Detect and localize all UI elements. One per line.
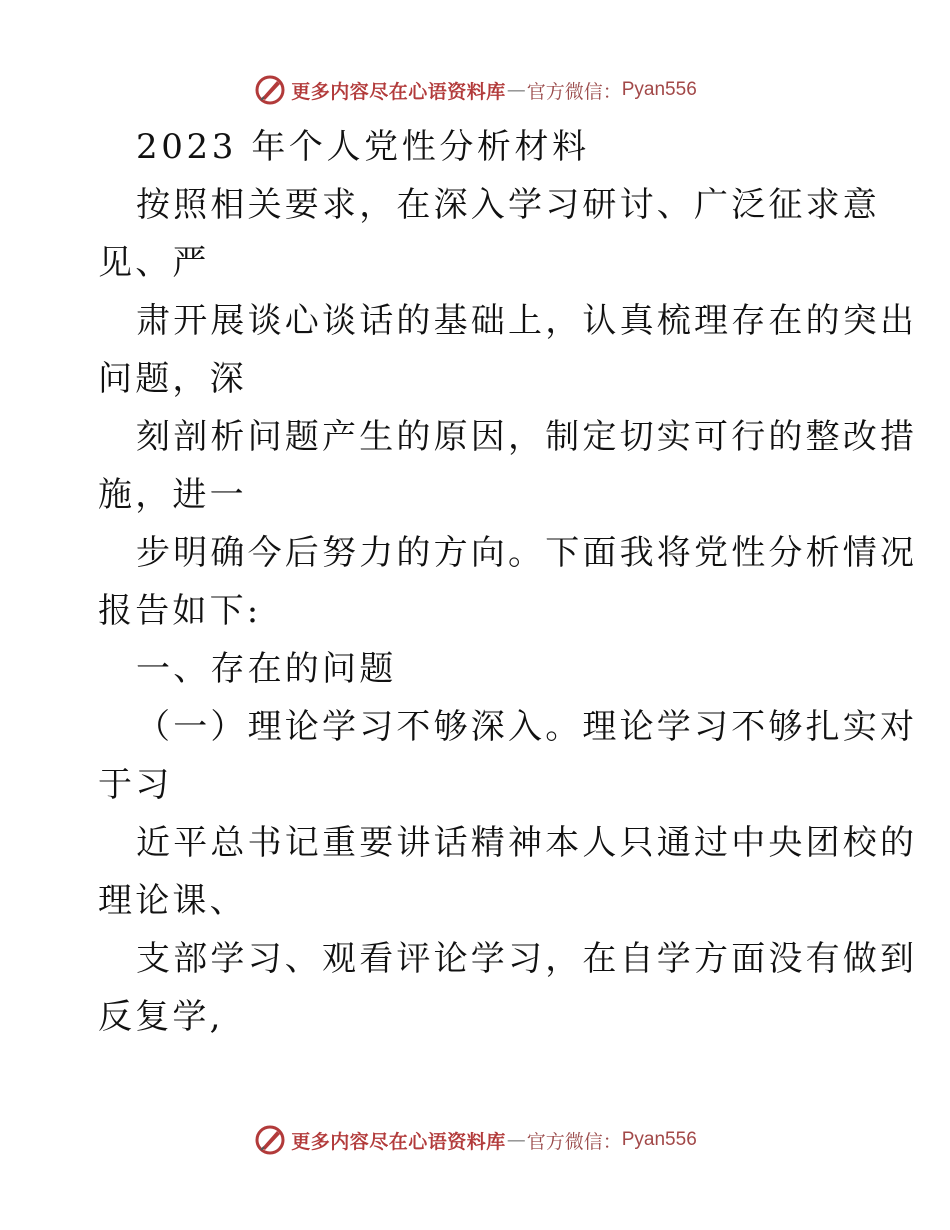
watermark-wechat-label: 官方微信：: [526, 80, 622, 103]
watermark-wechat-label: 官方微信：: [526, 1130, 622, 1153]
subsection-heading-line: （一）理论学习不够深入。理论学习不够扎实对: [136, 707, 918, 747]
watermark-dash: —: [506, 79, 526, 101]
paragraph-line: 问题，深: [98, 359, 247, 399]
watermark-site-text: 更多内容尽在心语资料库: [291, 80, 506, 103]
watermark-wechat-id: Pyan556: [621, 1129, 697, 1150]
paragraph-line: 肃开展谈心谈话的基础上，认真梳理存在的突出: [136, 301, 918, 341]
paragraph-line: 刻剖析问题产生的原因，制定切实可行的整改措: [136, 417, 918, 457]
paragraph-line: 施，进一: [98, 475, 247, 515]
paragraph-line: 支部学习、观看评论学习，在自学方面没有做到: [136, 939, 918, 979]
paragraph-line: 于习: [98, 765, 173, 805]
paragraph-line: 理论课、: [98, 881, 247, 921]
paragraph-line: 步明确今后努力的方向。下面我将党性分析情况: [136, 533, 918, 573]
document-title: 2023 年个人党性分析材料: [136, 127, 590, 167]
watermark-site-text: 更多内容尽在心语资料库: [291, 1130, 506, 1153]
quill-pen-seal-icon: [253, 73, 287, 107]
section-heading: 一、存在的问题: [136, 649, 397, 689]
document-body: [98, 118, 918, 1046]
quill-pen-seal-icon: [253, 1123, 287, 1157]
paragraph-line: 见、严: [98, 243, 210, 283]
paragraph-line: 近平总书记重要讲话精神本人只通过中央团校的: [136, 823, 918, 863]
watermark-wechat-id: Pyan556: [621, 79, 697, 100]
watermark-dash: —: [506, 1129, 526, 1151]
header-watermark: [0, 70, 950, 110]
paragraph-line: 报告如下:: [98, 591, 262, 631]
footer-watermark: [0, 1120, 950, 1160]
paragraph-line: 按照相关要求，在深入学习研讨、广泛征求意: [136, 185, 880, 225]
paragraph-line: 反复学,: [98, 997, 224, 1037]
